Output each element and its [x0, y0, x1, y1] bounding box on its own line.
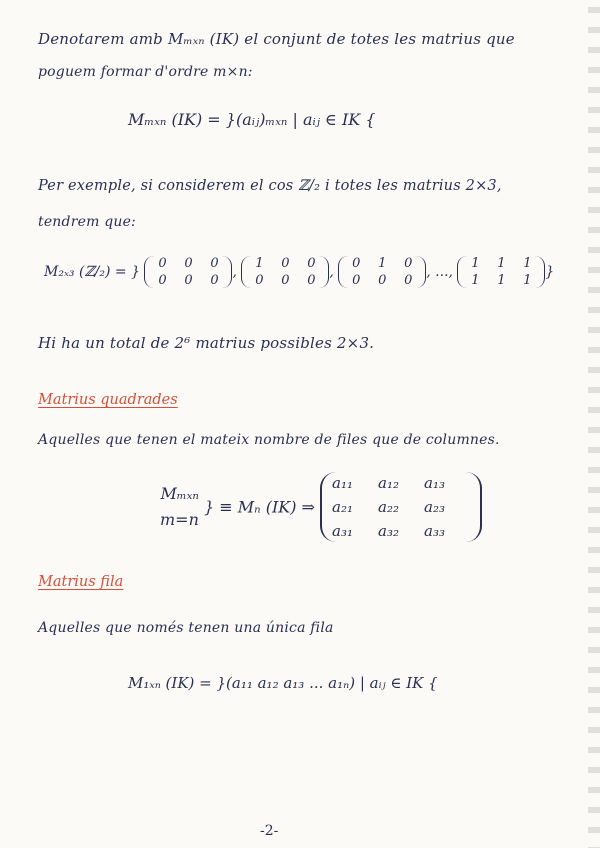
matrix-ones: 1 1 1 1 1 1 [457, 256, 545, 288]
example-line-1: Per exemple, si considerem el cos ℤ/₂ i totes les matrius 2×3, [38, 178, 502, 194]
intro-line-1: Denotarem amb Mₘₓₙ (IK) el conjunt de totes les matrius que [38, 30, 515, 48]
square-formula [160, 472, 482, 542]
intro-line-2: poguem formar d'ordre m×n: [38, 64, 253, 80]
example-line-2: tendrem que: [38, 214, 136, 230]
set-close-brace: } [545, 264, 555, 280]
heading-square-matrices: Matrius quadrades [38, 392, 178, 408]
ellipsis: , ..., [426, 264, 453, 280]
matrix-zero: 0 0 0 0 0 0 [144, 256, 232, 288]
matrix-e11: 1 0 0 0 0 0 [241, 256, 329, 288]
square-description: Aquelles que tenen el mateix nombre de files que de columnes. [38, 432, 500, 448]
page-number: -2- [260, 823, 279, 839]
z2-matrices-formula: M₂ₓ₃ (ℤ/₂) = } 0 0 0 0 0 0 , 1 0 0 0 0 0 , 0 1 0 0 0 0 , ..., 1 1 1 1 1 1 } [44, 256, 555, 288]
matrix-e12: 0 1 0 0 0 0 [338, 256, 426, 288]
z2-formula-lhs: M₂ₓ₃ (ℤ/₂) = } [44, 264, 140, 280]
row-description: Aquelles que només tenen una única fila [38, 620, 334, 636]
square-3x3-matrix: a₁₁ a₁₂ a₁₃ a₂₁ a₂₂ a₂₃ a₃₁ a₃₂ a₃₃ [320, 472, 482, 542]
square-equiv: } ≡ Mₙ (IK) ⇒ [203, 497, 315, 517]
definition-formula: Mₘₓₙ (IK) = }(aᵢⱼ)ₘₓₙ | aᵢⱼ ∈ IK { [128, 110, 376, 129]
square-conditions: Mₘₓₙ m=n [160, 484, 199, 529]
row-formula: M₁ₓₙ (IK) = }(a₁₁ a₁₂ a₁₃ ... a₁ₙ) | aᵢⱼ ∈ IK { [128, 674, 438, 692]
heading-row-matrices: Matrius fila [38, 574, 124, 590]
binding-holes [588, 0, 600, 848]
total-line: Hi ha un total de 2⁶ matrius possibles 2×3. [38, 334, 375, 352]
